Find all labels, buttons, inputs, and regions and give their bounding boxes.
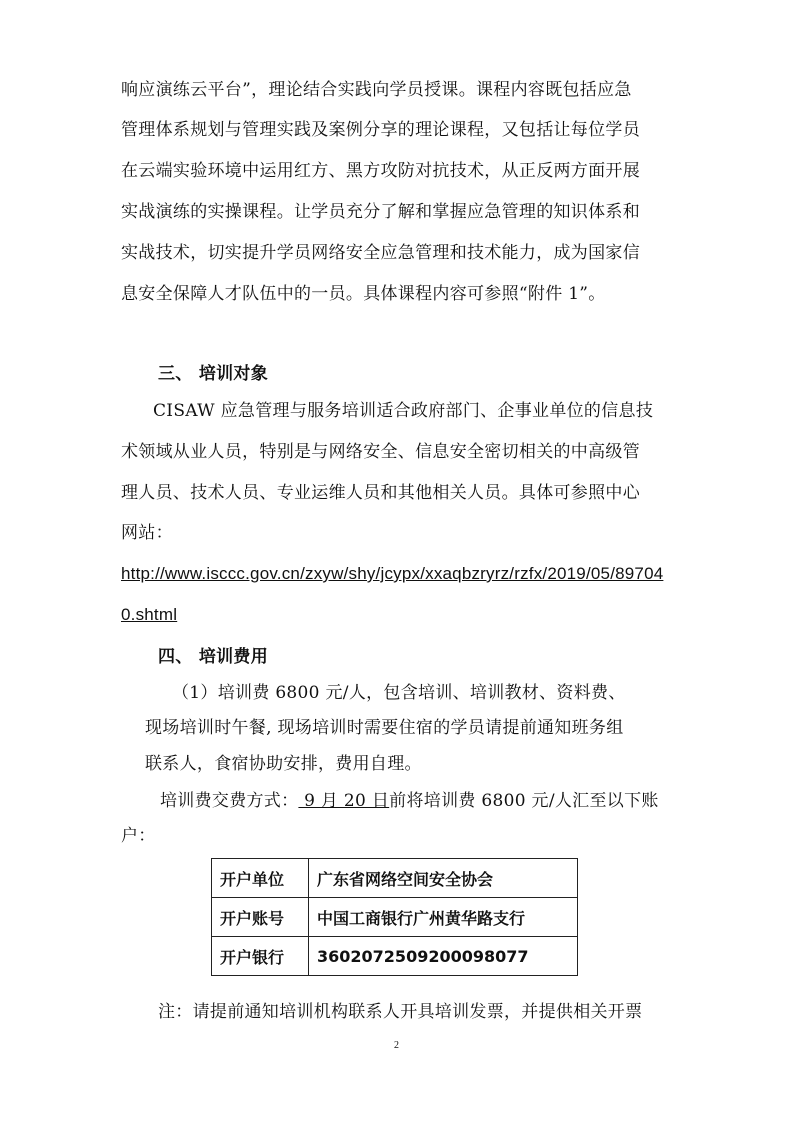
table-label: 开户账号 — [212, 898, 309, 937]
table-label: 开户单位 — [212, 859, 309, 898]
website-link-continued[interactable]: 0.shtml — [121, 605, 178, 624]
table-row — [212, 859, 578, 898]
note-line: 注：请提前通知培训机构联系人开具培训发票，并提供相关开票 — [158, 1002, 643, 1022]
paragraph-line: CISAW 应急管理与服务培训适合政府部门、企事业单位的信息技 — [153, 401, 654, 421]
paragraph-line: 实战演练的实操课程。让学员充分了解和掌握应急管理的知识体系和 — [121, 202, 640, 222]
payment-date: 9 月 20 日 — [298, 791, 390, 811]
paragraph-line: 在云端实验环境中运用红方、黑方攻防对抗技术，从正反两方面开展 — [121, 161, 640, 181]
paragraph-line: 管理体系规划与管理实践及案例分享的理论课程，又包括让每位学员 — [121, 120, 640, 140]
table-value: 3602072509200098077 — [309, 937, 578, 976]
page-number: 2 — [394, 1040, 399, 1051]
table-label: 开户银行 — [212, 937, 309, 976]
section-heading-training-fee: 四、 培训费用 — [158, 647, 269, 667]
paragraph-line: 理人员、技术人员、专业运维人员和其他相关人员。具体可参照中心 — [121, 483, 640, 503]
payment-line-continued: 户： — [121, 826, 156, 846]
table-value: 广东省网络空间安全协会 — [309, 859, 578, 898]
paragraph-line: 实战技术，切实提升学员网络安全应急管理和技术能力，成为国家信 — [121, 243, 640, 263]
website-link[interactable]: http://www.isccc.gov.cn/zxyw/shy/jcypx/xxaqbzryrz/rzfx/2019/05/89704 — [121, 564, 664, 583]
section-heading-training-target: 三、 培训对象 — [158, 364, 269, 384]
table-row — [212, 898, 578, 937]
account-table — [211, 858, 578, 976]
paragraph-line: 网站： — [121, 523, 173, 543]
fee-line: （1）培训费 6800 元/人，包含培训、培训教材、资料费、 — [172, 683, 626, 703]
payment-suffix: 前将培训费 6800 元/人汇至以下账 — [389, 791, 659, 811]
table-row — [212, 937, 578, 976]
table-value: 中国工商银行广州黄华路支行 — [309, 898, 578, 937]
payment-line — [160, 789, 659, 813]
paragraph-line: 响应演练云平台”，理论结合实践向学员授课。课程内容既包括应急 — [121, 80, 632, 100]
payment-prefix: 培训费交费方式： — [160, 791, 299, 811]
fee-line: 现场培训时午餐, 现场培训时需要住宿的学员请提前通知班务组 — [145, 718, 624, 738]
paragraph-line: 息安全保障人才队伍中的一员。具体课程内容可参照“附件 1”。 — [121, 284, 606, 304]
fee-line: 联系人，食宿协助安排，费用自理。 — [145, 754, 422, 774]
paragraph-line: 术领域从业人员，特别是与网络安全、信息安全密切相关的中高级管 — [121, 442, 640, 462]
